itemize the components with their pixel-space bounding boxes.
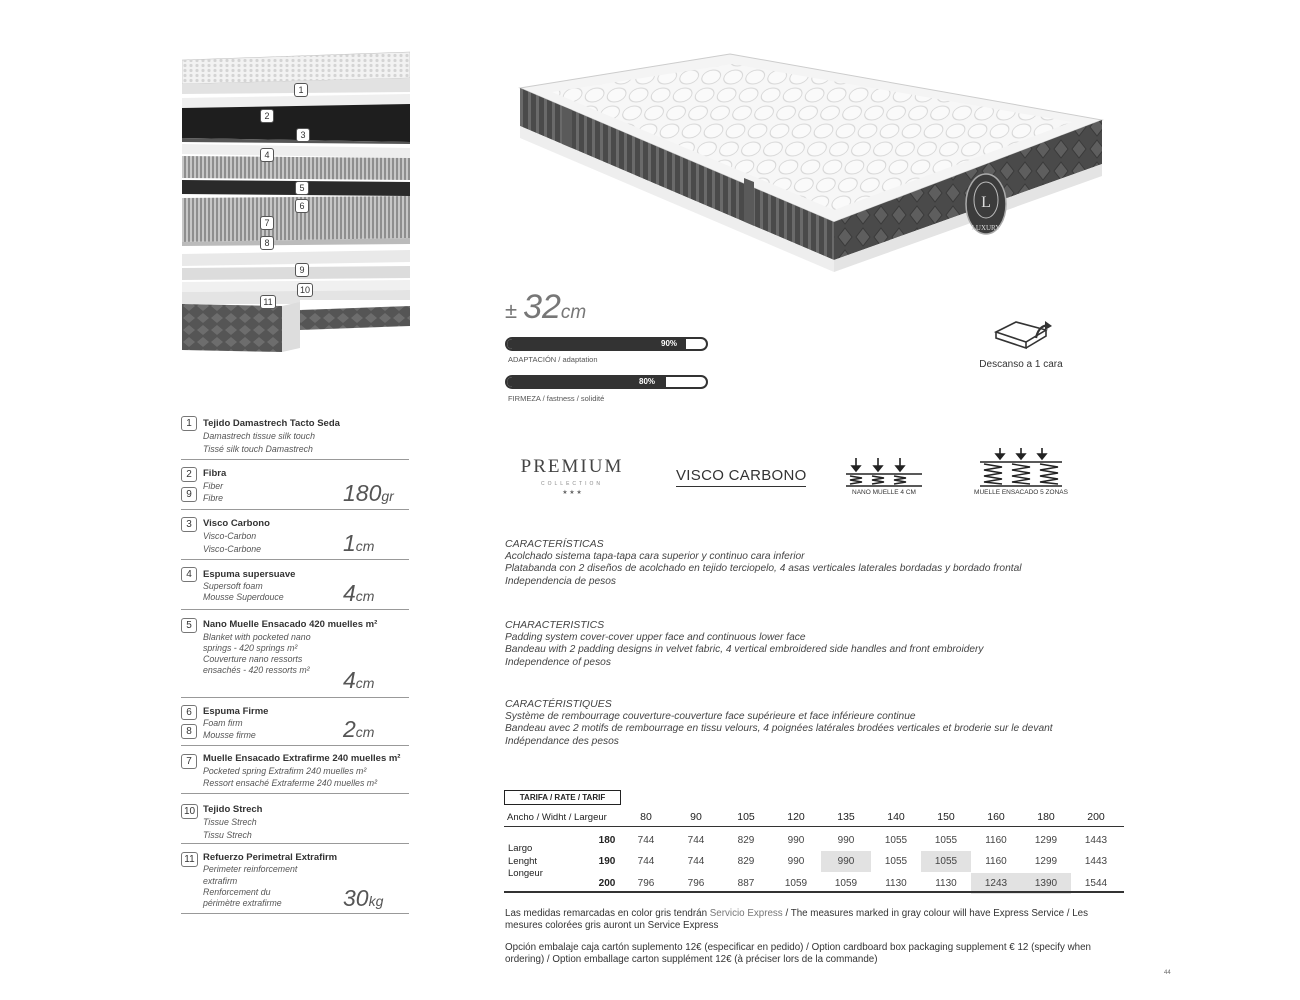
- measure-value: 4: [343, 667, 356, 693]
- layer-item: [181, 610, 409, 698]
- price-cell: 1299: [1034, 856, 1058, 867]
- mattress-height: [505, 288, 586, 327]
- measure-unit: gr: [381, 488, 394, 504]
- layer-measure: [343, 530, 374, 557]
- length-value-cell: 200: [598, 878, 616, 889]
- layer-desc: springs - 420 springs m²: [203, 643, 298, 653]
- layer-desc: périmètre extrafirme: [203, 898, 282, 908]
- length-label-line: Largo: [508, 843, 533, 854]
- width-header-cell: 160: [987, 811, 1005, 823]
- layer-number-9: 9: [295, 263, 309, 277]
- layer-item: [181, 510, 409, 560]
- width-header-cell: 135: [837, 811, 855, 823]
- layer-number-7: 7: [260, 216, 274, 230]
- layer-desc: Tissu Strech: [203, 830, 252, 840]
- price-cell: 829: [737, 835, 755, 846]
- measure-value: 2: [343, 716, 356, 742]
- width-header-cell: 200: [1087, 811, 1105, 823]
- width-header-cell: 120: [787, 811, 805, 823]
- firmness-bar: [505, 375, 708, 389]
- length-value-cell: 180: [598, 835, 616, 846]
- price-cell: 1055: [884, 835, 908, 846]
- price-table-label: TARIFA / RATE / TARIF: [504, 790, 621, 805]
- price-cell: 1055: [884, 856, 908, 867]
- characteristics-line: Independence of pesos: [505, 657, 611, 669]
- measure-unit: cm: [355, 538, 375, 554]
- table-rule-top: [504, 826, 1124, 827]
- layer-measure: [343, 716, 374, 743]
- layer-measure: [343, 885, 383, 912]
- width-header-cell: 150: [937, 811, 955, 823]
- height-value: 32: [523, 288, 561, 326]
- width-header-cell: 140: [887, 811, 905, 823]
- table-rule-bottom: [504, 891, 1124, 893]
- width-header-cell: 180: [1037, 811, 1055, 823]
- price-cell: 990: [787, 856, 805, 867]
- express-note-part: / The measures marked in gray colour will have Express Service / Les mesures colorées gris auront un Service Express: [505, 908, 1089, 931]
- premium-subtitle: COLLECTION: [541, 481, 603, 487]
- firmness-caption: FIRMEZA / fastness / solidité: [508, 394, 605, 403]
- layer-desc: Supersoft foam: [203, 581, 263, 591]
- layer-title: Espuma supersuave: [203, 569, 296, 580]
- measure-value: 1: [343, 530, 356, 556]
- express-note-part: Las medidas remarcadas en color gris tendrán: [505, 908, 710, 919]
- price-cell: 796: [637, 878, 655, 889]
- characteristics-line: Indépendance des pesos: [505, 736, 619, 748]
- price-cell: 1059: [834, 878, 858, 889]
- express-service-note: [505, 908, 1125, 931]
- premium-stars: ★ ★ ★: [562, 490, 582, 496]
- layer-num-box: 5: [181, 618, 197, 633]
- mattress-drawing: [512, 50, 1112, 312]
- price-cell: 1055: [921, 851, 971, 872]
- adaptation-bar-percent: 90%: [661, 339, 678, 348]
- measure-unit: cm: [355, 588, 375, 604]
- layer-desc: Couverture nano ressorts: [203, 654, 303, 664]
- length-value-cell: 190: [598, 856, 616, 867]
- premium-collection-logo: [510, 456, 634, 504]
- badge-letter: L: [981, 194, 991, 211]
- measure-value: 30: [343, 885, 369, 911]
- price-cell: 887: [737, 878, 755, 889]
- layer-num-box: 4: [181, 567, 197, 582]
- layer-num-box: 3: [181, 517, 197, 532]
- price-cell: 990: [821, 851, 871, 872]
- characteristics-heading: CARACTÉRISTIQUES: [505, 698, 612, 710]
- layer-num-box: 10: [181, 804, 198, 819]
- characteristics-line: Independencia de pesos: [505, 576, 617, 588]
- characteristics-en: [505, 619, 1185, 670]
- price-cell: 829: [737, 856, 755, 867]
- express-note-highlight: Servicio Express: [709, 908, 783, 919]
- characteristics-line: Système de rembourrage couverture-couverture face supérieure et face inférieure continue: [505, 710, 916, 722]
- packaging-note: Opción embalaje caja cartón suplemento 12€ (especificar en pedido) / Option cardboard box packaging supplement € 12 (specify when ordering) / Option emballage carton supplément 12€ (à préciser lors de la commande): [505, 942, 1091, 965]
- adaptation-bar: [505, 337, 708, 351]
- width-header-cell: 105: [737, 811, 755, 823]
- mattress-layers-illustration: [182, 48, 410, 360]
- layer-num-box: 1: [181, 416, 197, 431]
- pocket-spring-zones-icon: [978, 448, 1064, 488]
- layer-num-box: 11: [181, 852, 198, 867]
- layer-number-4: 4: [260, 148, 274, 162]
- measure-unit: kg: [368, 893, 384, 909]
- layer-title: Espuma Firme: [203, 706, 269, 717]
- layer-title: Nano Muelle Ensacado 420 muelles m²: [203, 619, 378, 630]
- measure-value: 180: [343, 480, 382, 506]
- length-label: [508, 843, 543, 881]
- rest-caption: Descanso a 1 cara: [979, 359, 1063, 370]
- characteristics-line: Padding system cover-cover upper face and continuous lower face: [505, 631, 806, 643]
- firmness-bar-percent: 80%: [639, 377, 656, 386]
- price-cell: 1243: [971, 873, 1021, 894]
- layer-num-box: 2: [181, 467, 197, 482]
- layer-desc: Pocketed spring Extrafirm 240 muelles m²: [203, 766, 367, 776]
- layer-number-6: 6: [295, 199, 309, 213]
- price-cell: 1130: [935, 878, 957, 889]
- visco-carbono-logo: VISCO CARBONO: [676, 467, 807, 484]
- layer-item: [181, 560, 409, 610]
- layer-number-8: 8: [260, 236, 274, 250]
- width-header-label: Ancho / Widht / Largeur: [507, 812, 607, 823]
- premium-word: PREMIUM: [520, 456, 624, 477]
- layer-item: [181, 794, 409, 844]
- price-cell: 1544: [1084, 878, 1108, 889]
- price-cell: 796: [687, 878, 705, 889]
- layer-number-3: 3: [296, 128, 310, 142]
- layer-desc: Tissue Strech: [203, 817, 257, 827]
- characteristics-line: Platabanda con 2 diseños de acolchado en tejido terciopelo, 4 asas verticales laterales bordadas y bordado frontal: [505, 563, 1022, 575]
- page-number: 44: [1164, 970, 1171, 976]
- characteristics-heading: CHARACTERISTICS: [505, 619, 605, 631]
- length-label-line: Longeur: [508, 868, 543, 879]
- price-cell: 1443: [1084, 856, 1108, 867]
- layer-list: [181, 414, 409, 914]
- flip-mattress-icon: [992, 318, 1056, 352]
- price-cell: 1299: [1034, 835, 1058, 846]
- layer-item: [181, 460, 409, 510]
- badge-brand: LUXURY: [971, 224, 1001, 232]
- height-unit: cm: [560, 302, 587, 323]
- price-cell: 990: [837, 835, 855, 846]
- layer-desc: Visco-Carbon: [203, 531, 257, 541]
- price-cell: 744: [637, 856, 655, 867]
- price-cell: 1055: [934, 835, 958, 846]
- layer-title: Muelle Ensacado Extrafirme 240 muelles m²: [203, 753, 401, 764]
- layer-desc: Renforcement du: [203, 887, 271, 897]
- adaptation-caption: ADAPTACIÓN / adaptation: [508, 355, 598, 364]
- layer-desc: Tissé silk touch Damastrech: [203, 444, 313, 454]
- layer-desc: Perimeter reinforcement: [203, 864, 298, 874]
- adaptation-bar-fill: [507, 339, 686, 349]
- price-cell: 1059: [784, 878, 808, 889]
- price-cell: 1160: [985, 856, 1007, 867]
- measure-unit: cm: [355, 724, 375, 740]
- width-header-cell: 90: [690, 811, 702, 823]
- price-cell: 744: [687, 835, 705, 846]
- layer-item: [181, 746, 409, 794]
- mattress-product-image: [512, 50, 1112, 312]
- layer-number-5: 5: [295, 181, 309, 195]
- layer-desc: Fiber: [203, 481, 224, 491]
- characteristics-line: Bandeau avec 2 motifs de rembourrage en tissu velours, 4 poignées latérales brodées verticales et broderie sur le devant: [505, 723, 1053, 735]
- layer-title: Tejido Strech: [203, 804, 263, 815]
- layer-desc: Fibre: [203, 493, 224, 503]
- layer-num-box: 9: [181, 487, 197, 502]
- layer-measure: [343, 480, 394, 507]
- layer-title: Visco Carbono: [203, 518, 270, 529]
- layer-desc: Ressort ensaché Extraferme 240 muelles m²: [203, 778, 378, 788]
- price-cell: 744: [687, 856, 705, 867]
- visco-underline: [676, 486, 806, 487]
- characteristics-fr: [505, 698, 1185, 749]
- layer-num-box: 7: [181, 754, 197, 769]
- layer-num-box: 8: [181, 724, 197, 739]
- layer-measure: [343, 580, 374, 607]
- layer-num-box: 6: [181, 705, 197, 720]
- height-prefix: ±: [505, 298, 518, 323]
- price-cell: 1160: [985, 835, 1007, 846]
- layer-number-10: 10: [297, 283, 313, 297]
- price-cell: 990: [787, 835, 805, 846]
- characteristics-line: Bandeau with 2 padding designs in velvet fabric, 4 vertical embroidered side handles and front embroidery: [505, 644, 984, 656]
- nano-spring-caption: NANO MUELLE 4 CM: [852, 489, 916, 496]
- layer-title: Fibra: [203, 468, 227, 479]
- characteristics-heading: CARACTERÍSTICAS: [505, 538, 604, 550]
- layer-desc: Blanket with pocketed nano: [203, 632, 311, 642]
- measure-value: 4: [343, 580, 356, 606]
- layer-desc: Visco-Carbone: [203, 544, 262, 554]
- characteristics-line: Acolchado sistema tapa-tapa cara superior y continuo cara inferior: [505, 550, 805, 562]
- layer-desc: ensachés - 420 ressorts m²: [203, 665, 310, 675]
- layer-number-1: 1: [294, 83, 308, 97]
- width-header-cell: 80: [640, 811, 652, 823]
- layer-desc: extrafirm: [203, 876, 238, 886]
- length-label-line: Lenght: [508, 855, 538, 867]
- characteristics-es: [505, 538, 1185, 589]
- layer-desc: Mousse firme: [203, 730, 256, 740]
- price-cell: 1130: [885, 878, 907, 889]
- layer-measure: [343, 667, 374, 694]
- layer-item: [181, 844, 409, 914]
- price-cell: 1443: [1084, 835, 1108, 846]
- pocket-spring-caption: MUELLE ENSACADO 5 ZONAS: [974, 489, 1068, 496]
- layer-desc: Foam firm: [203, 718, 243, 728]
- price-cell: 744: [637, 835, 655, 846]
- price-cell: 1390: [1021, 873, 1071, 894]
- layer-number-11: 11: [260, 295, 276, 309]
- layer-desc: Mousse Superdouce: [203, 592, 284, 602]
- layer-number-2: 2: [260, 109, 274, 123]
- layer-desc: Damastrech tissue silk touch: [203, 431, 315, 441]
- layer-title: Refuerzo Perimetral Extrafirm: [203, 852, 338, 863]
- layer-item: [181, 698, 409, 746]
- layer-item: [181, 414, 409, 460]
- layer-title: Tejido Damastrech Tacto Seda: [203, 418, 340, 429]
- measure-unit: cm: [355, 675, 375, 691]
